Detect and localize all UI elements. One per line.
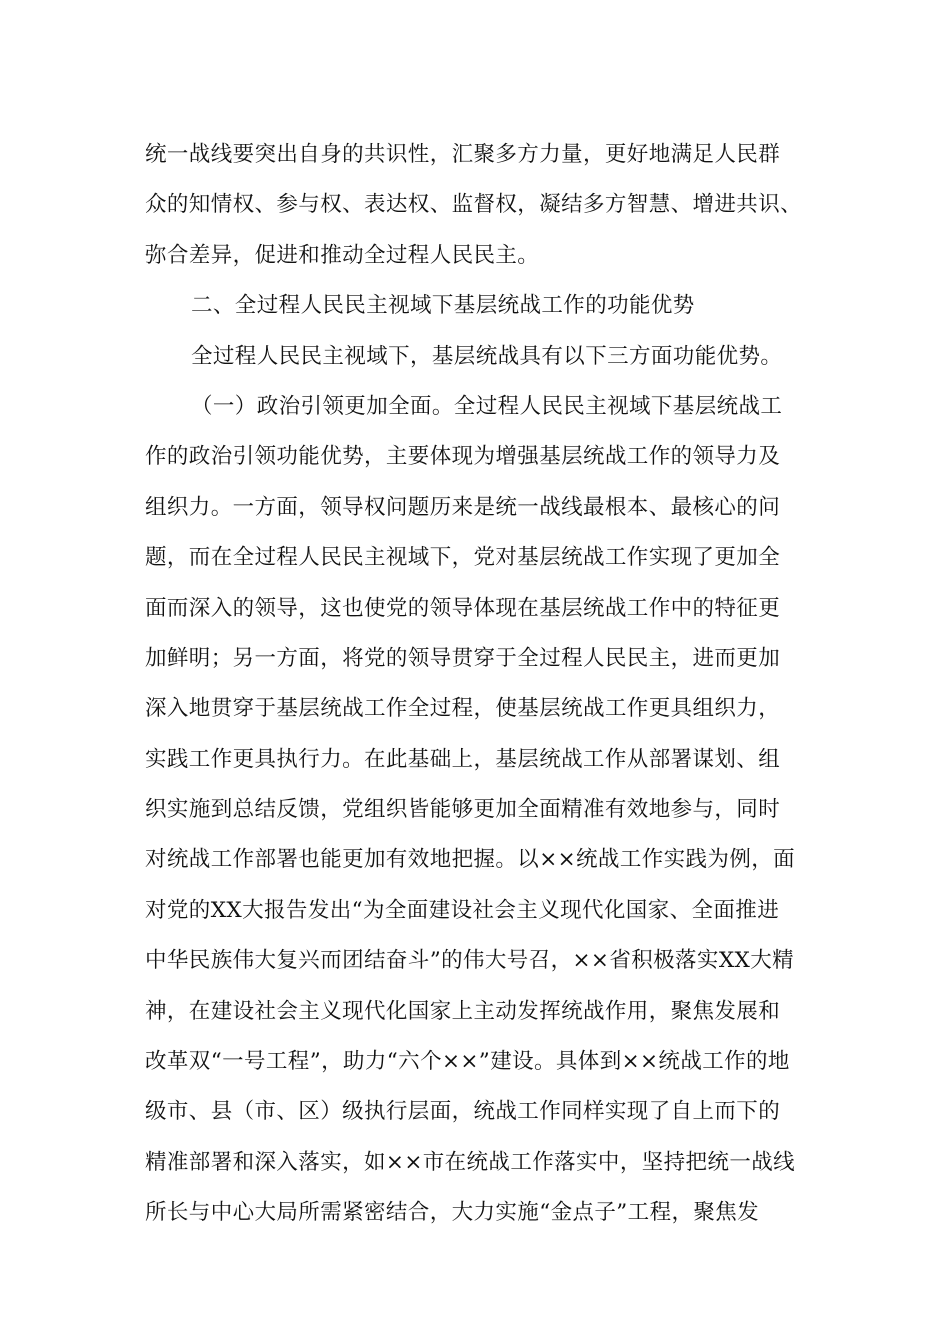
section-heading: 二、全过程人民民主视域下基层统战工作的功能优势	[191, 293, 695, 319]
paragraph-line: 精准部署和深入落实，如××市在统战工作落实中，坚持把统一战线	[145, 1149, 796, 1175]
paragraph-line: 对统战工作部署也能更加有效地把握。以××统战工作实践为例，面	[145, 847, 796, 873]
document-body	[145, 130, 825, 1239]
paragraph-line: 统一战线要突出自身的共识性，汇聚多方力量，更好地满足人民群	[145, 142, 781, 167]
paragraph-line: 中华民族伟大复兴而团结奋斗”的伟大号召，××省积极落实XX大精	[145, 948, 795, 974]
paragraph-line: 改革双“一号工程”，助力“六个××”建设。具体到××统战工作的地	[145, 1049, 790, 1075]
paragraph-line: 级市、县（市、区）级执行层面，统战工作同样实现了自上而下的	[145, 1099, 781, 1125]
paragraph-line: 所长与中心大局所需紧密结合，大力实施“金点子”工程，聚焦发	[145, 1200, 760, 1226]
paragraph-line: 众的知情权、参与权、表达权、监督权，凝结多方智慧、增进共识、	[145, 192, 803, 218]
paragraph-line: 加鲜明；另一方面，将党的领导贯穿于全过程人民民主，进而更加	[145, 645, 781, 671]
paragraph-line: 面而深入的领导，这也使党的领导体现在基层统战工作中的特征更	[145, 595, 781, 621]
paragraph-line: 作的政治引领功能优势，主要体现为增强基层统战工作的领导力及	[145, 444, 781, 470]
paragraph-line: 题，而在全过程人民民主视域下，党对基层统战工作实现了更加全	[145, 545, 781, 571]
paragraph-line: 组织力。一方面，领导权问题历来是统一战线最根本、最核心的问	[145, 494, 781, 520]
paragraph-line: 全过程人民民主视域下，基层统战具有以下三方面功能优势。	[191, 343, 783, 369]
paragraph-line: 神，在建设社会主义现代化国家上主动发挥统战作用，聚焦发展和	[145, 998, 781, 1024]
paragraph-line: 深入地贯穿于基层统战工作全过程，使基层统战工作更具组织力，	[145, 696, 781, 722]
paragraph-line: 对党的XX大报告发出“为全面建设社会主义现代化国家、全面推进	[145, 897, 780, 923]
paragraph-line: 实践工作更具执行力。在此基础上，基层统战工作从部署谋划、组	[145, 746, 781, 772]
paragraph-line: 织实施到总结反馈，党组织皆能够更加全面精准有效地参与，同时	[145, 797, 781, 823]
paragraph-line: 弥合差异，促进和推动全过程人民民主。	[145, 242, 540, 268]
subsection-heading-line: （一）政治引领更加全面。全过程人民民主视域下基层统战工	[191, 393, 783, 419]
